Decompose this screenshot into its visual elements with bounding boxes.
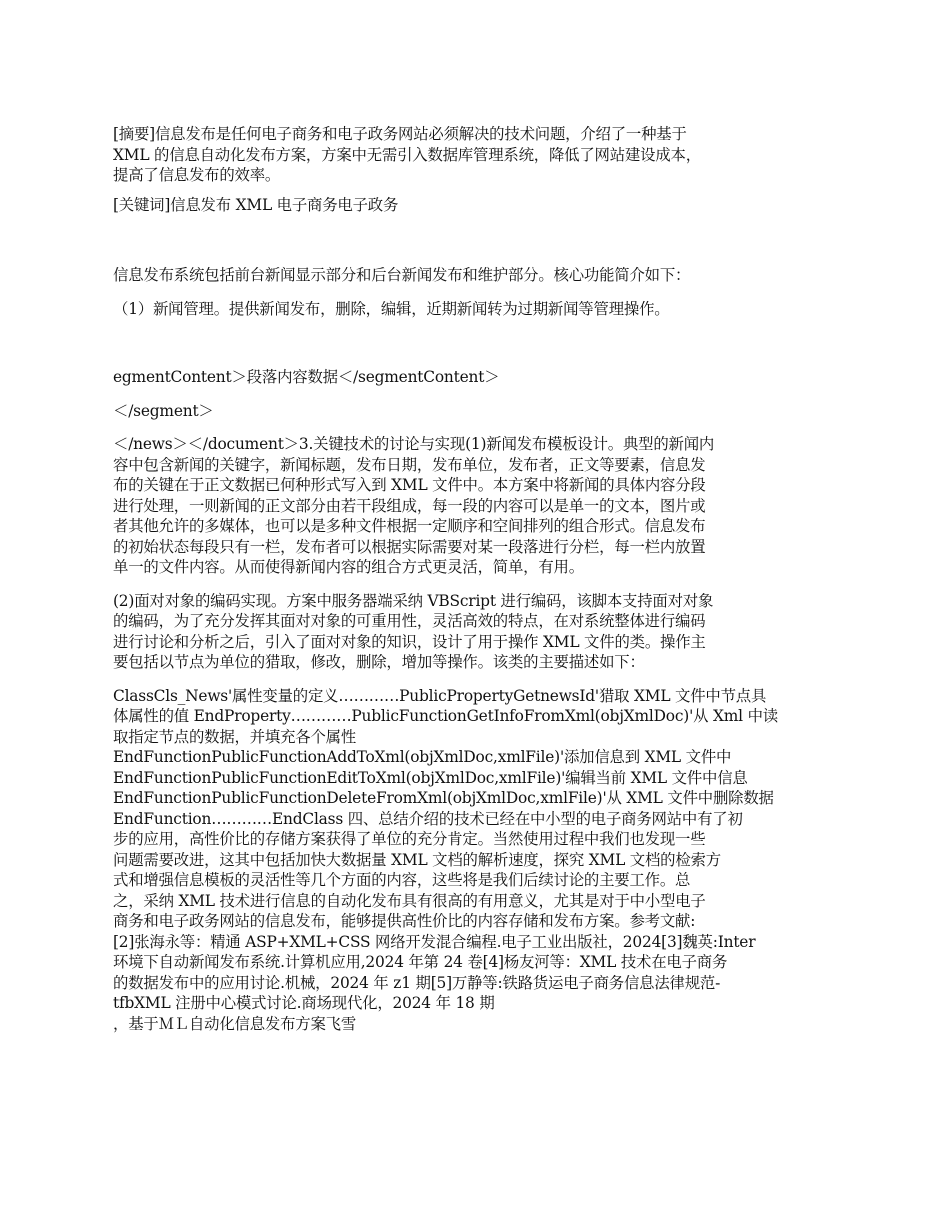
news-management-item: （1）新闻管理。提供新闻发布，删除，编辑，近期新闻转为过期新闻等管理操作。 xyxy=(113,299,670,318)
oop-coding-paragraph: (2)面对对象的编码实现。方案中服务器端采纳 VBScript 进行编码，该脚本支持面对对象 的编码，为了充分发挥其面对对象的可重用性，灵活高效的特点，在对系统整体进行编码 进行讨论和分析之后，引入了面对对象的知识，设计了用于操作 XML 文件的类。操作主 要包括以节点为单位的猎取，修改，删除，增加等操作。该类的主要描述如下： xyxy=(113,591,714,671)
document-body xyxy=(113,124,841,1034)
abstract-paragraph: [摘要]信息发布是任何电子商务和电子政务网站必须解决的技术问题，介绍了一种基于 XML 的信息自动化发布方案，方案中无需引入数据库管理系统，降低了网站建设成本， 提高了信息发布的效率。 xyxy=(113,125,701,184)
keywords-paragraph: [关键词]信息发布 XML 电子商务电子政务 xyxy=(113,195,399,214)
intro-paragraph: 信息发布系统包括前台新闻显示部分和后台新闻发布和维护部分。核心功能简介如下： xyxy=(113,266,691,284)
class-and-summary-paragraph: ClassCls_News'属性变量的定义…………PublicPropertyGetnewsId'猎取 XML 文件中节点具 体属性的值 EndProperty…………PublicFunctionGetInfoFromXml(objXmlDoc)'从 Xml 中读 取指定节点的数据，并填充各个属性 EndFunctionPublicFunctionAddToXml(objXmlDoc,xmlFile)'添加信息到 XML 文件中 EndFunctionPublicFunctionEditToXml(objXmlDoc,xmlFile)'编辑当前 XML 文件中信息 EndFunctionPublicFunctionDeleteFromXml(objXmlDoc,xmlFile)'从 XML 文件中删除数据 EndFunction…………EndClass 四、总结介绍的技术已经在中小型的电子商务网站中有了初 步的应用，高性价比的存储方案获得了单位的充分肯定。当然使用过程中我们也发现一些 问题需要改进，这其中包括加快大数据量 XML 文档的解析速度，探究 XML 文档的检索方 式和增强信息模板的灵活性等几个方面的内容，这些将是我们后续讨论的主要工作。总 之，采纳 XML 技术进行信息的自动化发布具有很高的有用意义，尤其是对于中小型电子 商务和电子政务网站的信息发布，能够提供高性价比的内容存储和发布方案。参考文献: [2]张海永等：精通 ASP+XML+CSS 网络开发混合编程.电子工业出版社，2024[3]魏英:Inter 环境下自动新闻发布系统.计算机应用,2024 年第 24 卷[4]杨友河等：XML 技术在电子商务 的数据发布中的应用讨论.机械，2024 年 z1 期[5]万静等:铁路货运电子商务信息法律规范- tfbXML 注册中心模式讨论.商场现代化，2024 年 18 期 ，基于ＭＬ自动化信息发布方案飞雪 xyxy=(113,686,778,1033)
template-design-paragraph: ＜/news＞＜/document＞3.关键技术的讨论与实现(1)新闻发布模板设计。典型的新闻内 容中包含新闻的关键字，新闻标题，发布日期，发布单位，发布者，正文等要素，信息发 布的关键在于正文数据已何种形式写入到 XML 文件中。本方案中将新闻的具体内容分段 进行处理，一则新闻的正文部分由若干段组成，每一段的内容可以是单一的文本，图片或 者其他允许的多媒体，也可以是多种文件根据一定顺序和空间排列的组合形式。信息发布 的初始状态每段只有一栏，发布者可以根据实际需要对某一段落进行分栏，每一栏内放置 单一的文件内容。从而使得新闻内容的组合方式更灵活，简单，有用。 xyxy=(113,435,715,576)
xml-segment-content-line: egmentContent＞段落内容数据＜/segmentContent＞ xyxy=(113,368,500,386)
xml-segment-close-line: ＜/segment＞ xyxy=(113,401,214,420)
